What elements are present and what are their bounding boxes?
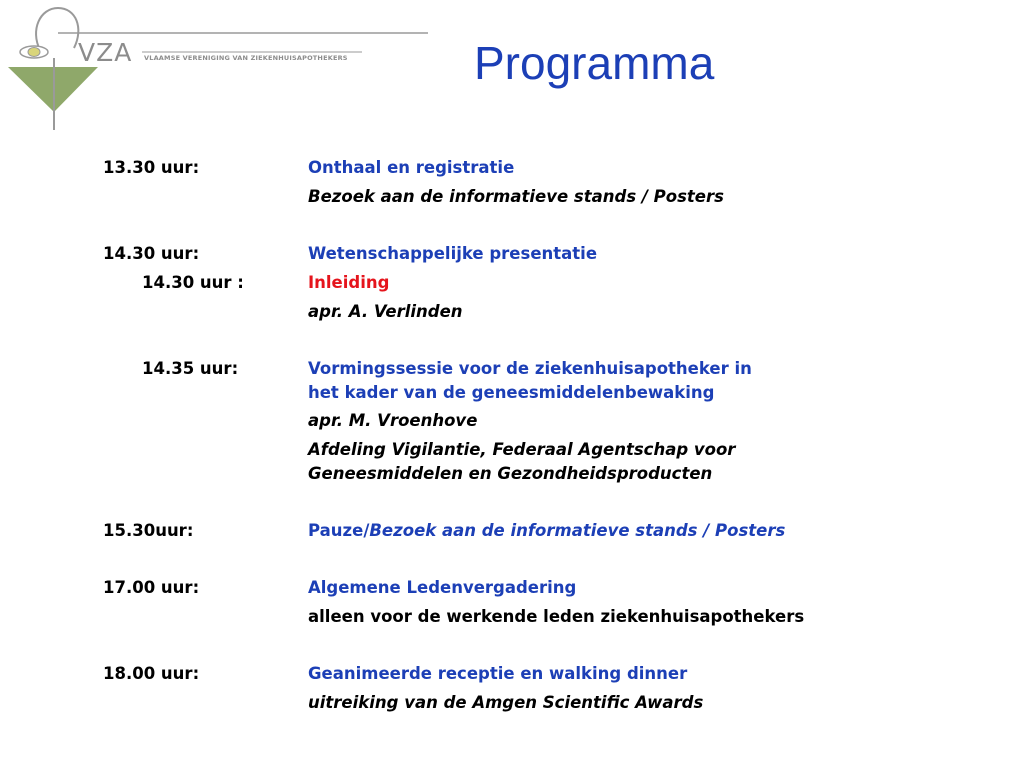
program-item-detail: Bezoek aan de informatieve stands / Posters: [308, 187, 724, 206]
speaker-name: apr. M. Vroenhove: [308, 411, 478, 430]
time-label: 14.30 uur:: [103, 244, 200, 263]
program-item-detail: uitreiking van de Amgen Scientific Awards: [308, 693, 704, 712]
program-item-title: Geanimeerde receptie en walking dinner: [308, 664, 688, 683]
program-item-title: Inleiding: [308, 273, 390, 292]
program-item-title-cont: het kader van de geneesmiddelenbewaking: [308, 383, 715, 402]
speaker-affiliation: Afdeling Vigilantie, Federaal Agentschap voor: [308, 440, 736, 459]
program-item-title: Algemene Ledenvergadering: [308, 578, 577, 597]
time-label: 13.30 uur:: [103, 158, 200, 177]
program-item-title: Wetenschappelijke presentatie: [308, 244, 598, 263]
time-label: 15.30uur:: [103, 521, 194, 540]
program-item-title: [308, 523, 785, 540]
program-item-title: Onthaal en registratie: [308, 158, 515, 177]
page-title: Programma: [474, 37, 715, 89]
time-label-sub: 14.35 uur:: [142, 359, 239, 378]
logo-full-name: VLAAMSE VERENIGING VAN ZIEKENHUISAPOTHEKERS: [144, 54, 348, 62]
program-item-title: Vormingssessie voor de ziekenhuisapotheker in: [308, 359, 752, 378]
speaker-affiliation-cont: Geneesmiddelen en Gezondheidsproducten: [308, 464, 713, 483]
time-label: 17.00 uur:: [103, 578, 200, 597]
time-label-sub: 14.30 uur :: [142, 273, 244, 292]
pause-label: Pauze/: [308, 521, 370, 540]
pause-detail: Bezoek aan de informatieve stands / Posters: [369, 521, 786, 540]
speaker-name: apr. A. Verlinden: [308, 302, 463, 321]
program-item-detail: alleen voor de werkende leden ziekenhuisapothekers: [308, 607, 805, 626]
logo-abbreviation: VZA: [78, 38, 133, 67]
time-label: 18.00 uur:: [103, 664, 200, 683]
